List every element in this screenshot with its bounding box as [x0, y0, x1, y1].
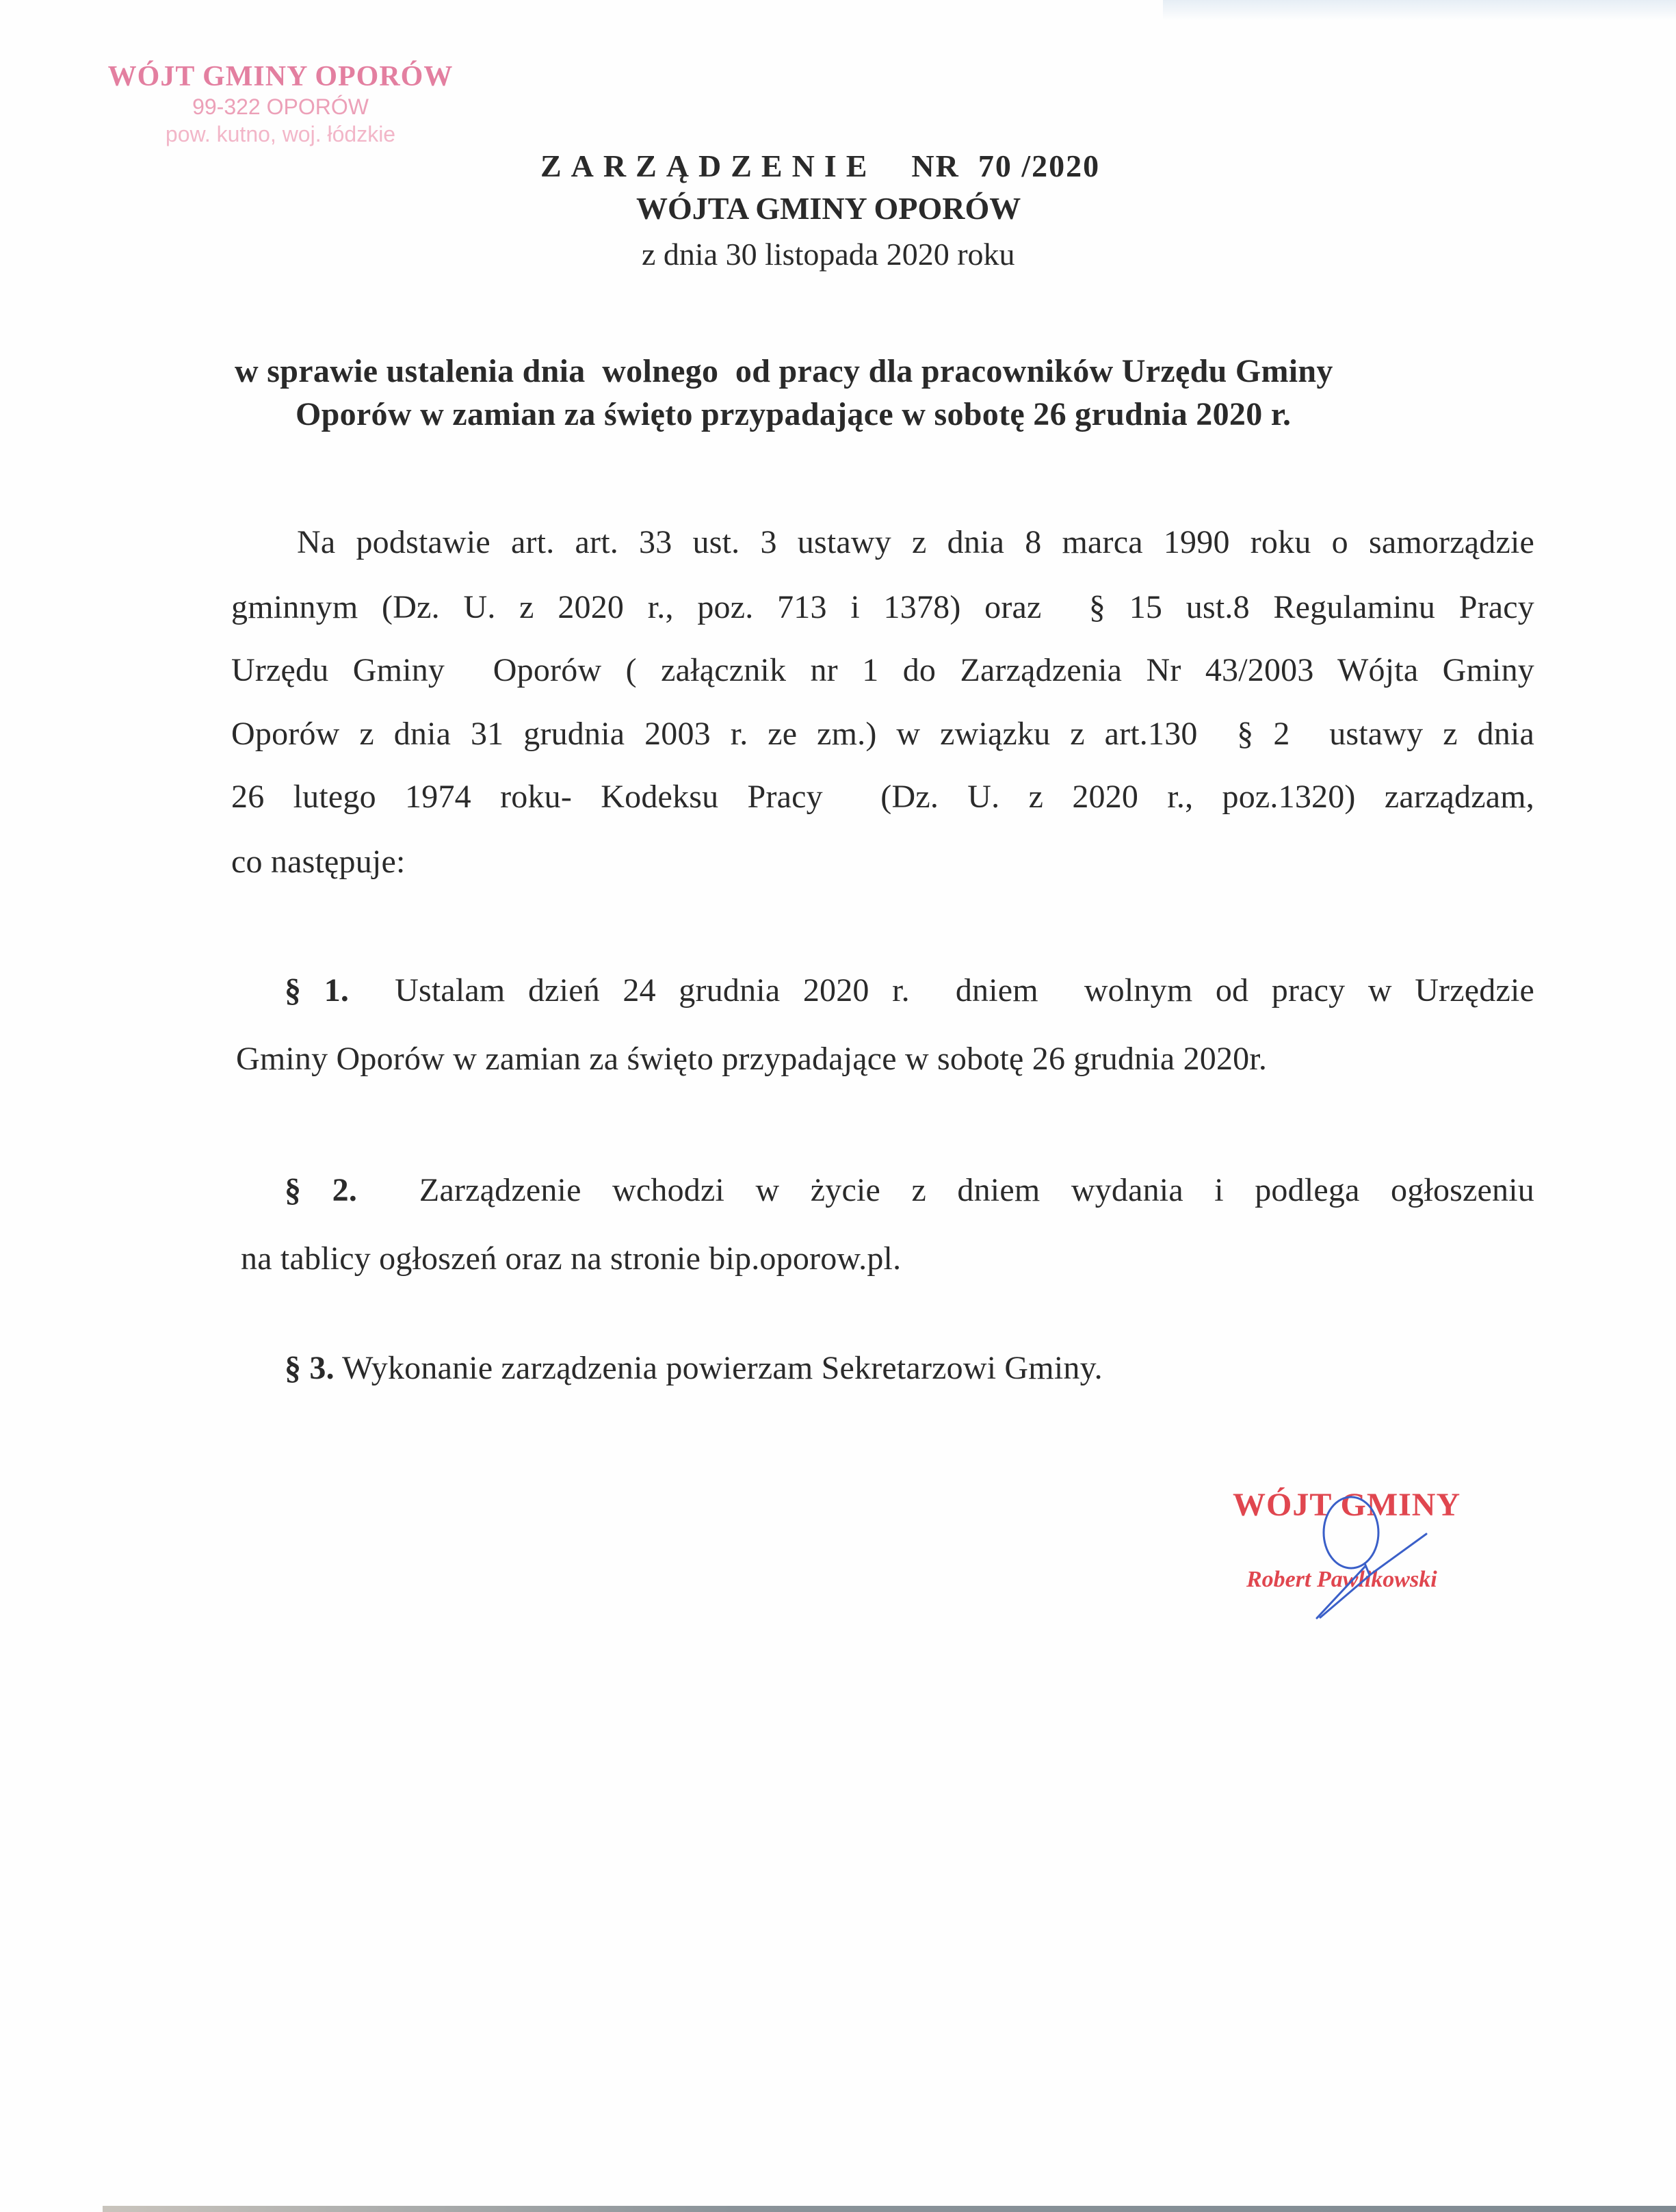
preamble-line: gminnym (Dz. U. z 2020 r., poz. 713 i 1378) oraz § 15 ust.8 Regulaminu Pracy [231, 589, 1534, 625]
paragraph-2-label: § 2. [285, 1172, 358, 1208]
preamble-line: Oporów z dnia 31 grudnia 2003 r. ze zm.) w związku z art.130 § 2 ustawy z dnia [231, 716, 1534, 752]
signature-stamp-title: WÓJT GMINY [1233, 1487, 1461, 1523]
document-number: NR 70 /2020 [911, 148, 1101, 183]
paragraph-1-label: § 1. [285, 972, 350, 1009]
preamble-line: 26 lutego 1974 roku- Kodeksu Pracy (Dz. U. z 2020 r., poz.1320) zarządzam, [231, 779, 1534, 815]
paragraph-2-line-2: na tablicy ogłoszeń oraz na stronie bip.oporow.pl. [241, 1240, 902, 1277]
subject-line-1: w sprawie ustalenia dnia wolnego od pracy dla pracowników Urzędu Gminy [235, 353, 1333, 389]
document-title [540, 148, 1100, 184]
paragraph-3-line-1 [285, 1349, 1103, 1387]
office-stamp-title: WÓJT GMINY OPORÓW [107, 61, 454, 92]
paragraph-1-text: Ustalam dzień 24 grudnia 2020 r. dniem wolnym od pracy w Urzędzie [395, 972, 1534, 1009]
office-stamp-postal: 99-322 OPORÓW [192, 94, 369, 119]
paragraph-1-line-1 [285, 972, 1534, 1009]
signature-stamp-name: Robert Pawlikowski [1246, 1567, 1437, 1592]
document-type: ZARZĄDZENIE [540, 148, 877, 183]
paragraph-1-line-2: Gminy Oporów w zamian za święto przypadające w sobotę 26 grudnia 2020r. [236, 1041, 1268, 1077]
preamble-line: Urzędu Gminy Oporów ( załącznik nr 1 do Zarządzenia Nr 43/2003 Wójta Gminy [231, 652, 1534, 688]
scan-edge-bottom [103, 2206, 1676, 2212]
office-stamp-region: pow. kutno, woj. łódzkie [165, 122, 396, 146]
scan-edge-top [1163, 0, 1676, 21]
subject-line-2: Oporów w zamian za święto przypadające w sobotę 26 grudnia 2020 r. [296, 396, 1292, 432]
signature-stamp [1218, 1471, 1505, 1622]
preamble-line: Na podstawie art. art. 33 ust. 3 ustawy z dnia 8 marca 1990 roku o samorządzie [297, 524, 1534, 560]
handwritten-signature [1218, 1471, 1505, 1622]
paragraph-2-line-1 [285, 1171, 1534, 1209]
preamble-line: co następuje: [231, 844, 406, 880]
paragraph-3-text: Wykonanie zarządzenia powierzam Sekretarzowi Gminy. [342, 1350, 1103, 1386]
paragraph-3-label: § 3. [285, 1350, 335, 1386]
document-date: z dnia 30 listopada 2020 roku [642, 237, 1015, 272]
paragraph-2-text: Zarządzenie wchodzi w życie z dniem wydania i podlega ogłoszeniu [419, 1172, 1534, 1208]
office-stamp [82, 60, 479, 148]
issuing-authority: WÓJTA GMINY OPORÓW [636, 191, 1021, 226]
